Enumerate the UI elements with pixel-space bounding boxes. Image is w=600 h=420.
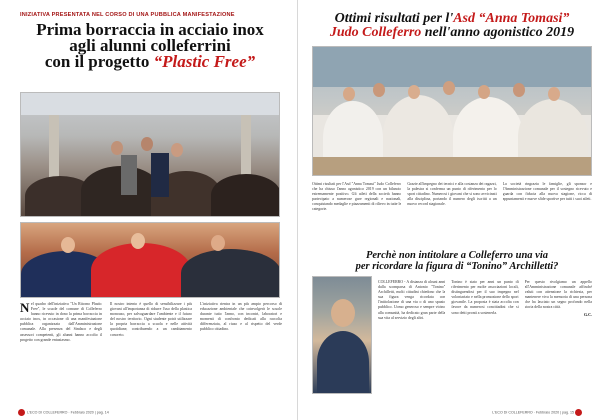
- drop-cap: N: [20, 302, 30, 315]
- portrait-photo: [312, 276, 372, 394]
- second-article-headline: [332, 250, 582, 272]
- body-text: La società ringrazia le famiglie, gli sponsor e l'Amministrazione comunale per il sostegno ricevuto e guarda con fiducia alla nuova stagione, ricca di appuntamenti e nuove sfide sportive per tutti i suoi atleti.: [502, 182, 592, 202]
- article-headline-left: [14, 22, 286, 70]
- author-signature: G.C.: [583, 312, 592, 318]
- body-text: Grazie all'impegno dei tecnici e alla costanza dei ragazzi, la palestra si conferma un punto di riferimento per lo sport cittadino. Numerosi i giovani che si sono avvicinati alla disciplina, portando il numero degli iscritti a un nuovo record stagionale.: [407, 182, 497, 207]
- headline-right-text: Ottimi risultati per l': [334, 11, 454, 26]
- headline-right-line-1: [310, 12, 594, 26]
- body-column-3: [525, 280, 592, 400]
- second-article-body: [378, 280, 592, 400]
- right-page: [302, 0, 600, 420]
- body-column-3: [503, 182, 592, 244]
- footer-text: L'ECO DI COLLEFERRO · Febbraio 2020 | pag. 14: [27, 410, 109, 415]
- body-text: L'iniziativa rientra in un più ampio percorso di educazione ambientale che coinvolgerà le scuole durante tutto l'anno, con incontri, laboratori e momenti di confronto dedicati alla raccolta differenziata, al riuso e al rispetto del verde pubblico cittadino.: [200, 302, 282, 332]
- page-footer-left: [18, 409, 109, 416]
- sub-headline-line-1: Perchè non intitolare a Colleferro una via: [365, 250, 548, 261]
- body-text: Il nostro intento è quello di sensibilizzare i più giovani all'importanza di ridurre l'uso della plastica monouso, per salvaguardare l'ambiente e il futuro del nostro territorio. Ogni studente potrà utilizzare la propria borraccia a scuola e nelle attività quotidiane, contribuendo a un cambiamento concreto.: [110, 302, 192, 337]
- body-text: Per questo rivolgiamo un appello all'Amministrazione comunale affinché valuti con attenzione la richiesta, per mantenere viva la memoria di una persona che ha lasciato un segno profondo nella storia della nostra città.: [524, 280, 592, 310]
- event-photo-children: [20, 222, 280, 298]
- headline-line-2: agli alunni colleferrini: [69, 36, 231, 55]
- article-body-left: [20, 302, 282, 406]
- headline-right-red: Asd “Anna Tomasi”: [453, 11, 570, 26]
- body-text: Tonino è stato per anni un punto di riferimento per molte associazioni locali, distinguendosi per il suo impegno nel volontariato e nella promozione dello sport giovanile. La proposta è stata accolta con favore da numerosi concittadini che si sono detti pronti a sostenerla.: [451, 280, 519, 315]
- headline-line-1: Prima borraccia in acciaio inox: [36, 20, 264, 39]
- body-text: el quadro dell'iniziativa "Un Ritorno Plastic Free", le scuole del comune di Colleferro hanno ricevuto in dono la prima borraccia in acciaio inox, in occasione di una manifestazione pubblica organizzata dall'Amministrazione comunale. Alla presenza del Sindaco e degli assessori competenti, gli alunni hanno accolto il progetto con grande entusiasmo.: [20, 302, 102, 342]
- body-text: Ottimi risultati per l'Asd "Anna Tomasi" Judo Colleferro che ha chiuso l'anno agonistico 2019 con un bilancio estremamente positivo. Gli atleti della società hanno partecipato a numerose gare regionali e nazionali, conquistando medaglie e piazzamenti di rilievo in tutte le categorie.: [312, 182, 402, 212]
- headline-line-3: [14, 54, 286, 70]
- body-column-3: [200, 302, 282, 406]
- headline-right-text-2: nell'anno agonistico 2019: [421, 25, 575, 40]
- body-column-1: [20, 302, 102, 406]
- sub-headline-line-2: per ricordare la figura di “Tonino” Archilletti?: [355, 261, 559, 272]
- body-column-2: [451, 280, 518, 400]
- judo-team-photo: [312, 46, 592, 176]
- event-photo-crowd: [20, 92, 280, 217]
- headline-line-3-text: con il progetto: [44, 52, 154, 71]
- body-text: COLLEFERRO - A distanza di alcuni anni dalla scomparsa di Antonio "Tonino" Archilletti, molti cittadini chiedono che la sua figura venga ricordata con l'intitolazione di una via o di uno spazio pubblico. Uomo generoso e sempre vicino alla comunità, ha dedicato gran parte della sua vita al servizio degli altri.: [378, 280, 446, 320]
- headline-red-text: “Plastic Free”: [153, 52, 256, 71]
- body-column-1: [312, 182, 401, 244]
- page-footer-right: [492, 409, 584, 416]
- body-column-1: [378, 280, 445, 400]
- masthead-logo-icon: [575, 409, 582, 416]
- masthead-logo-icon: [18, 409, 25, 416]
- article-kicker: INIZIATIVA PRESENTATA NEL CORSO DI UNA PUBBLICA MANIFESTAZIONE: [20, 12, 235, 18]
- body-column-2: [110, 302, 192, 406]
- left-page: [0, 0, 298, 420]
- body-column-2: [407, 182, 496, 244]
- article-headline-right: [310, 12, 594, 40]
- headline-right-red-2: Judo Colleferro: [329, 25, 422, 40]
- headline-right-line-2: [310, 26, 594, 40]
- footer-text: L'ECO DI COLLEFERRO · Febbraio 2020 | pag. 15: [492, 410, 574, 415]
- article-body-right: [312, 182, 592, 244]
